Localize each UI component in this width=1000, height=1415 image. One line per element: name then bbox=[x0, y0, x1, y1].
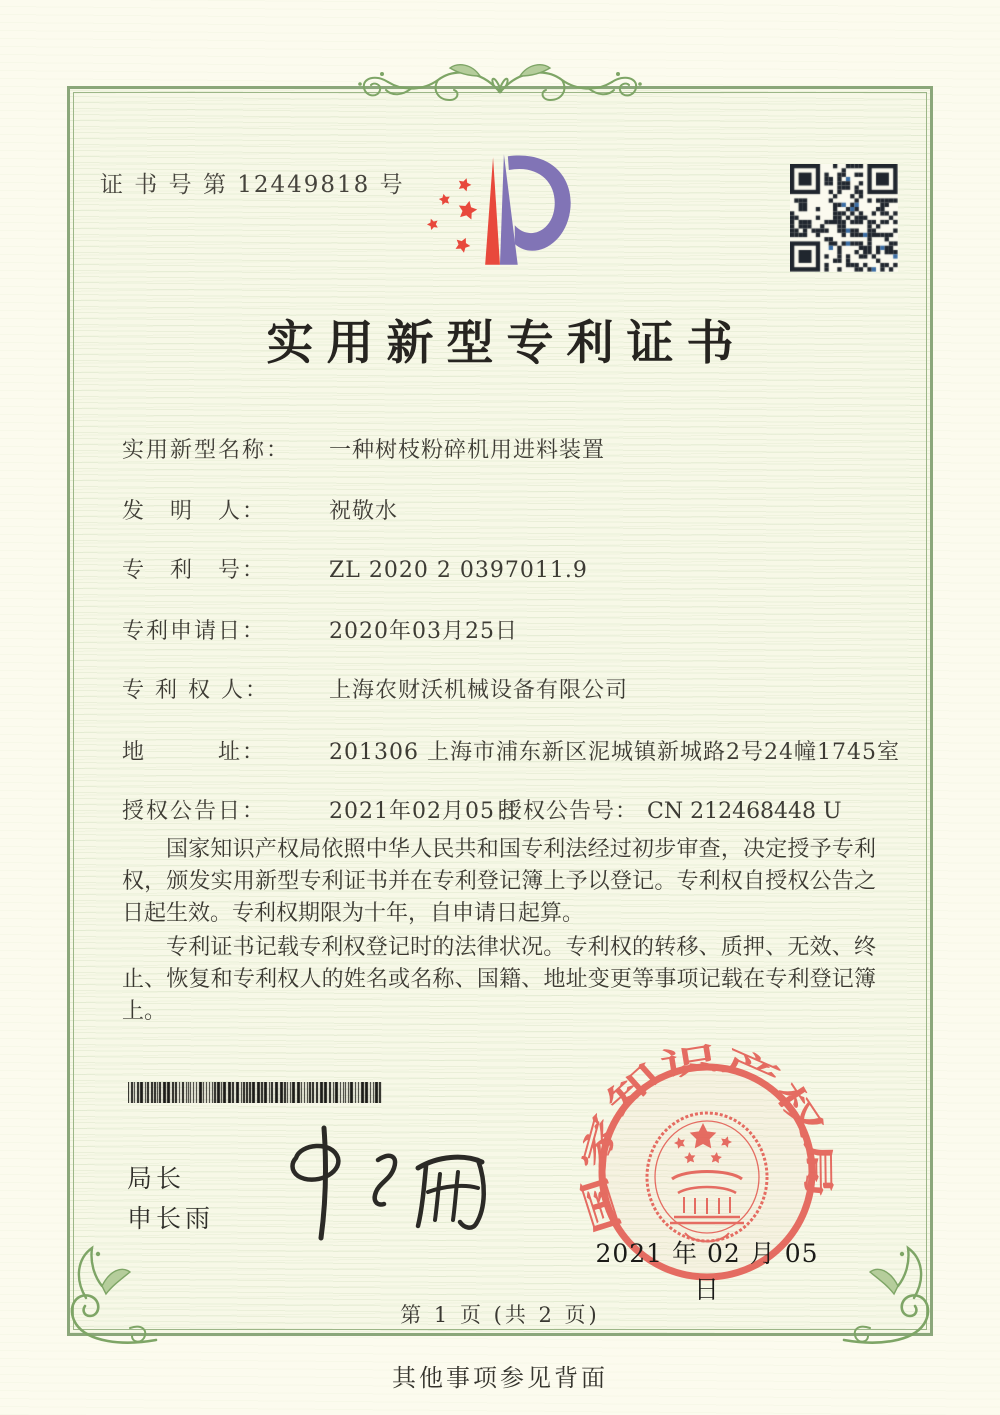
field-row-inventor bbox=[122, 494, 398, 525]
qr-code bbox=[790, 164, 898, 272]
cnipa-logo bbox=[423, 148, 571, 272]
seal-ring-text: 国家知识产权局 bbox=[574, 1040, 838, 1238]
logo-red-wedge bbox=[485, 157, 500, 265]
field-label: 专 利 号： bbox=[122, 558, 267, 583]
field-label: 地 址： bbox=[122, 740, 267, 765]
field-value: 祝敬水 bbox=[329, 499, 399, 524]
field-label: 授权公告日： bbox=[122, 799, 267, 824]
field-value: ZL 2020 2 0397011.9 bbox=[329, 558, 588, 583]
document-title: 实用新型专利证书 bbox=[266, 316, 747, 371]
legal-text bbox=[122, 834, 876, 1030]
field-row-patent-no bbox=[122, 553, 588, 584]
field-value: CN 212468448 U bbox=[647, 799, 842, 824]
field-row-address bbox=[122, 735, 900, 766]
field-row-grant-date bbox=[122, 794, 518, 825]
field-label: 专 利 权 人： bbox=[122, 678, 269, 703]
legal-paragraph-1: 国家知识产权局依照中华人民共和国专利法经过初步审查，决定授予专利权，颁发实用新型专利证书并在专利登记簿上予以登记。专利权自授权公告之日起生效。专利权期限为十年，自申请日起算。 bbox=[122, 837, 876, 926]
commissioner-title: 局长 bbox=[127, 1164, 186, 1193]
field-row-grant-no bbox=[500, 794, 842, 825]
logo-stars bbox=[426, 176, 479, 254]
certificate-number-label: 证 书 号 bbox=[100, 172, 194, 198]
field-value: 一种树枝粉碎机用进料装置 bbox=[329, 438, 606, 463]
field-label: 授权公告号： bbox=[500, 799, 639, 824]
page-number: 第 1 页 (共 2 页) bbox=[400, 1303, 600, 1327]
field-row-patentee bbox=[122, 673, 628, 704]
signature-handwriting bbox=[280, 1122, 495, 1244]
field-value: 2021年02月05日 bbox=[329, 799, 518, 824]
field-row-filing-date bbox=[122, 614, 518, 645]
certificate-number-value: 第 12449818 号 bbox=[202, 172, 405, 198]
legal-paragraph-2: 专利证书记载专利权登记时的法律状况。专利权的转移、质押、无效、终止、恢复和专利权人的姓名或名称、国籍、地址变更等事项记载在专利登记簿上。 bbox=[122, 935, 876, 1024]
back-note: 其他事项参见背面 bbox=[392, 1364, 608, 1392]
commissioner-name: 申长雨 bbox=[127, 1204, 215, 1233]
field-label: 实用新型名称： bbox=[122, 438, 291, 463]
field-row-name bbox=[122, 433, 605, 464]
field-value: 上海农财沃机械设备有限公司 bbox=[329, 678, 629, 703]
field-label: 专利申请日： bbox=[122, 619, 267, 644]
certificate-number-line bbox=[100, 166, 405, 199]
field-value: 201306 上海市浦东新区泥城镇新城路2号24幢1745室 bbox=[329, 740, 900, 765]
field-value: 2020年03月25日 bbox=[329, 619, 518, 644]
barcode bbox=[128, 1082, 382, 1103]
field-label: 发 明 人： bbox=[122, 499, 267, 524]
seal-date: 2021 年 02 月 05 日 bbox=[595, 1239, 819, 1304]
logo-purple-p bbox=[500, 154, 571, 265]
